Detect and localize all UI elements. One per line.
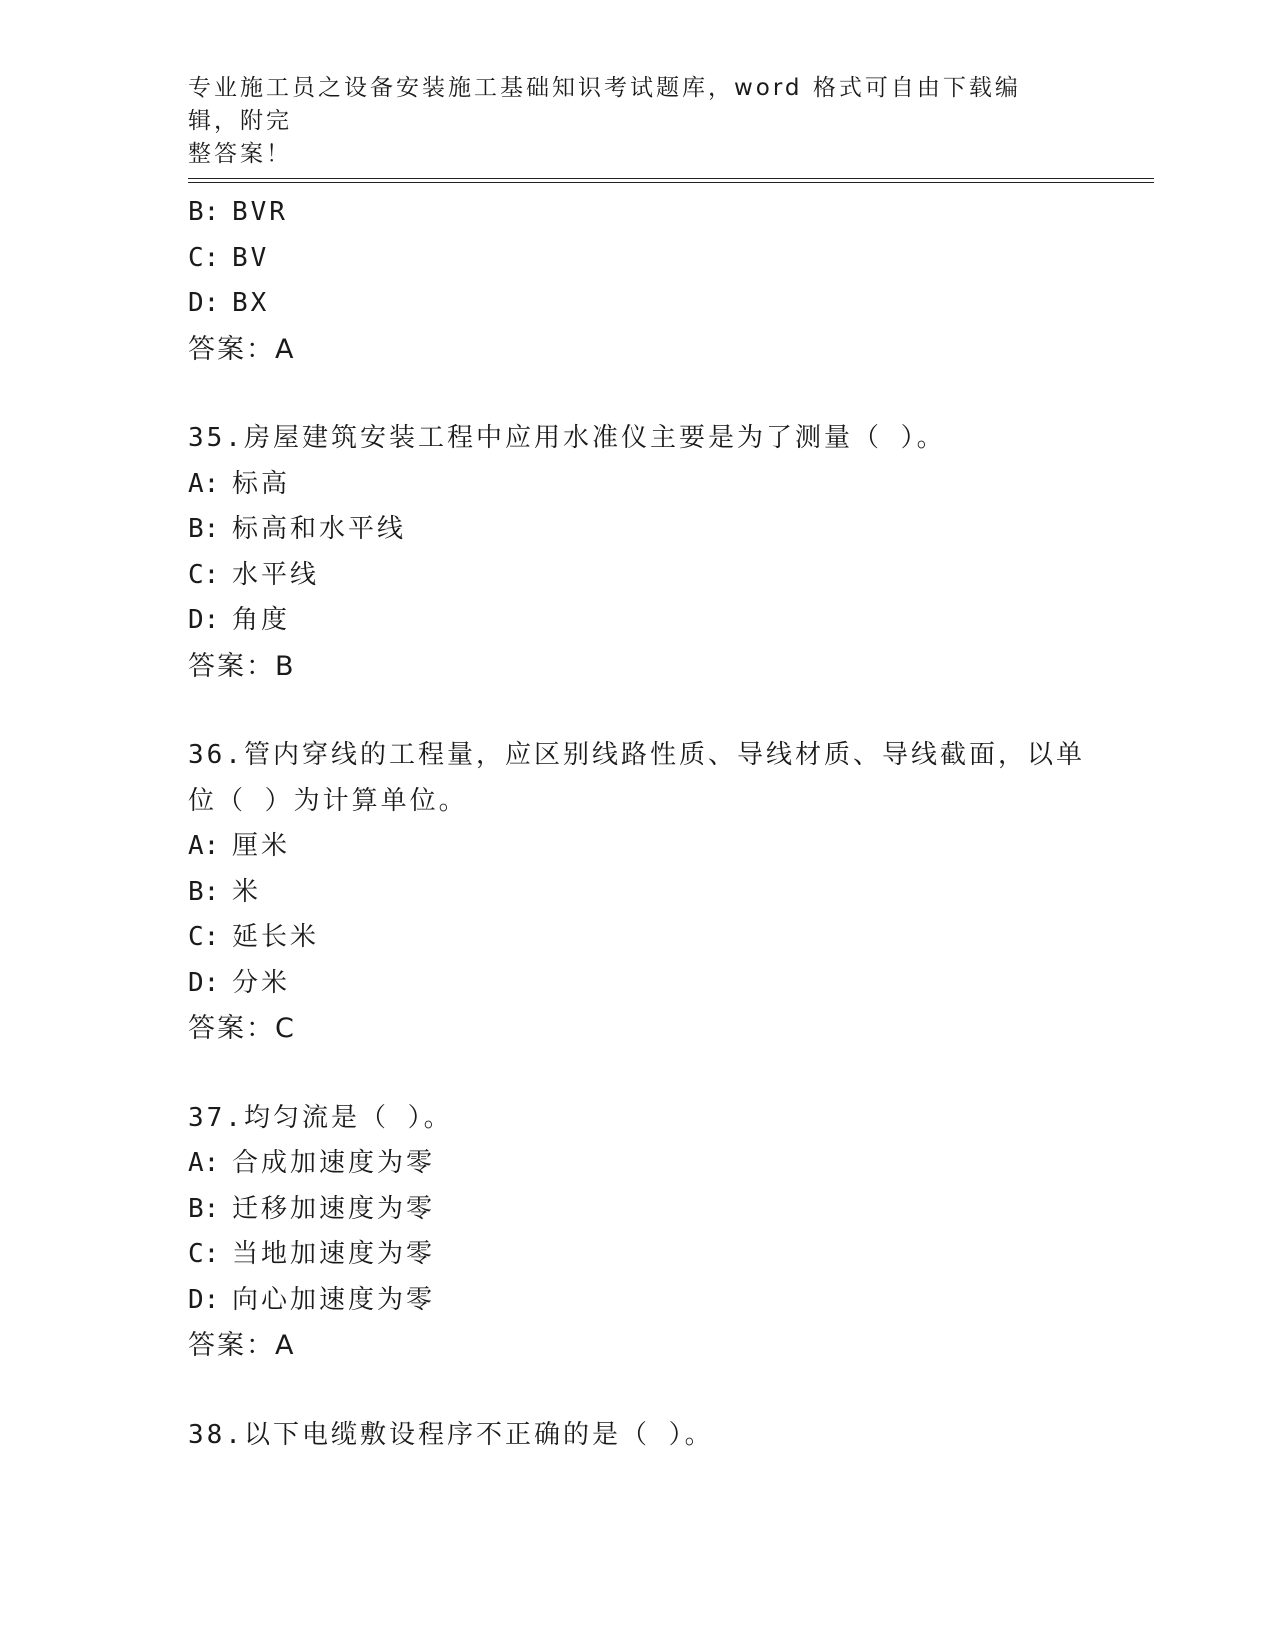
option-key: D:: [188, 605, 220, 635]
option-key: B:: [188, 197, 220, 227]
question-stem: 36.管内穿线的工程量，应区别线路性质、导线材质、导线截面，以单: [188, 740, 1085, 770]
header-double-rule: [188, 178, 1154, 183]
answer-line: 答案：A: [188, 1330, 296, 1361]
question-block-36: [188, 733, 1088, 1052]
option-a: [188, 462, 1088, 508]
option-text: 米: [232, 876, 262, 907]
option-key: D:: [188, 288, 220, 318]
question-block-35: [188, 416, 1088, 689]
option-b: [188, 190, 1088, 236]
option-d: [188, 281, 1088, 327]
option-text: 厘米: [232, 831, 291, 861]
option-b: [188, 870, 1088, 916]
option-text: 分米: [232, 967, 291, 998]
option-text: 合成加速度为零: [232, 1148, 436, 1178]
option-key: A:: [188, 831, 220, 861]
option-d: [188, 598, 1088, 644]
answer-line: 答案：B: [188, 650, 296, 682]
option-text: BV: [232, 242, 270, 273]
option-text: 当地加速度为零: [232, 1239, 436, 1269]
option-a: [188, 824, 1088, 870]
question-block-38: [188, 1413, 1088, 1459]
option-text: BX: [232, 288, 270, 318]
question-stem: 37.均匀流是（ ）。: [188, 1102, 453, 1133]
option-b: [188, 1187, 1088, 1233]
option-c: [188, 553, 1088, 599]
question-block-37: [188, 1096, 1088, 1369]
question-stem-continued: 位（ ）为计算单位。: [188, 785, 468, 816]
option-key: D:: [188, 1284, 220, 1315]
option-key: A:: [188, 1148, 220, 1178]
option-text: 标高: [232, 468, 291, 499]
option-key: C:: [188, 922, 220, 952]
question-block-continued: [188, 190, 1088, 372]
option-text: BVR: [232, 197, 288, 227]
header-line-2: 整答案！: [188, 141, 292, 167]
option-a: [188, 1141, 1088, 1187]
option-key: C:: [188, 242, 220, 273]
option-text: 标高和水平线: [232, 514, 407, 544]
option-key: B:: [188, 514, 220, 544]
answer-line: 答案：A: [188, 333, 296, 365]
option-key: C:: [188, 559, 220, 590]
option-b: [188, 507, 1088, 553]
option-key: D:: [188, 967, 220, 998]
answer-line: 答案：C: [188, 1013, 296, 1044]
option-key: C:: [188, 1239, 220, 1269]
option-c: [188, 236, 1088, 282]
option-text: 向心加速度为零: [232, 1284, 436, 1315]
header-line-1: 专业施工员之设备安装施工基础知识考试题库，word 格式可自由下载编辑，附完: [188, 75, 1021, 134]
option-key: B:: [188, 876, 220, 907]
option-text: 延长米: [232, 922, 320, 952]
option-key: B:: [188, 1193, 220, 1224]
question-stem: 35.房屋建筑安装工程中应用水准仪主要是为了测量（ ）。: [188, 423, 946, 453]
document-header: [188, 72, 1068, 171]
option-key: A:: [188, 468, 220, 499]
option-c: [188, 915, 1088, 961]
option-d: [188, 961, 1088, 1007]
question-stem: 38.以下电缆敷设程序不正确的是（ ）。: [188, 1419, 714, 1450]
option-text: 水平线: [232, 559, 320, 590]
option-d: [188, 1278, 1088, 1324]
option-text: 迁移加速度为零: [232, 1193, 436, 1224]
exam-content: [188, 190, 1088, 1458]
option-c: [188, 1232, 1088, 1278]
option-text: 角度: [232, 605, 291, 635]
